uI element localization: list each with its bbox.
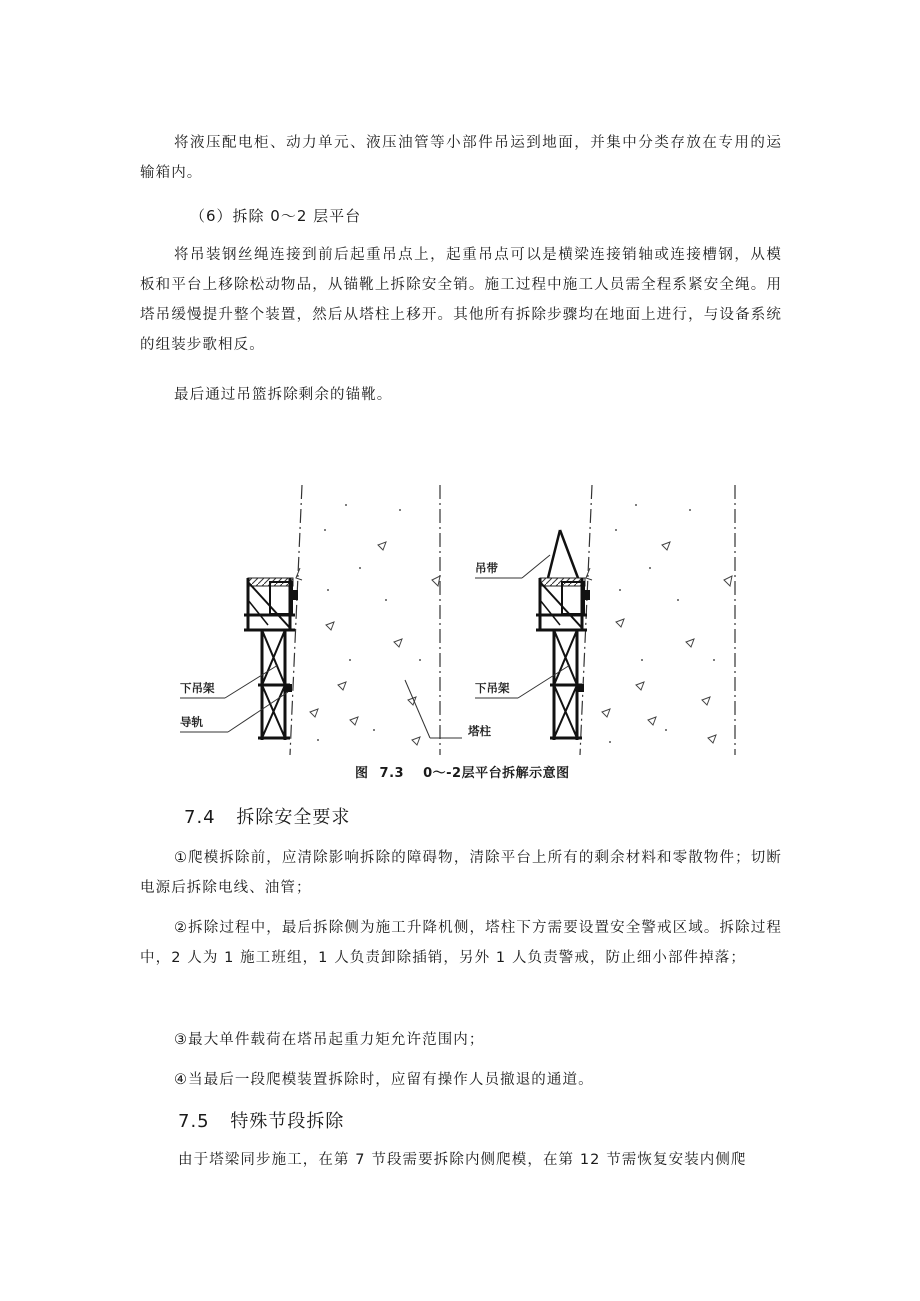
label-tower-column: 塔柱 xyxy=(468,724,491,738)
step-6-heading: （6）拆除 0～2 层平台 xyxy=(190,207,362,225)
special-segment-paragraph: 由于塔梁同步施工，在第 7 节段需要拆除内侧爬模，在第 12 节需恢复安装内侧爬 xyxy=(178,1152,747,1168)
safety-item-1: ①爬模拆除前，应清除影响拆除的障碍物，清除平台上所有的剩余材料和零散物件；切断电源后拆除电线、油管； xyxy=(140,850,782,896)
paragraph-storage: 将液压配电柜、动力单元、液压油管等小部件吊运到地面，并集中分类存放在专用的运输箱内。 xyxy=(140,135,782,181)
section-7-4-number: 7.4 xyxy=(184,807,216,828)
section-7-4-heading xyxy=(184,803,350,829)
caption-number: 7.3 xyxy=(379,766,405,781)
label-lower-hanger-right: 下吊架 xyxy=(475,681,510,695)
caption-prefix: 图 xyxy=(355,766,369,781)
paragraph-final-step: 最后通过吊篮拆除剩余的锚靴。 xyxy=(174,387,393,403)
safety-item-3: ③最大单件载荷在塔吊起重力矩允许范围内； xyxy=(174,1032,485,1048)
section-7-4-title: 拆除安全要求 xyxy=(236,807,351,828)
safety-item-4: ④当最后一段爬模装置拆除时，应留有操作人员撤退的通道。 xyxy=(174,1072,594,1088)
label-lower-hanger-left: 下吊架 xyxy=(180,681,215,695)
section-7-5-title: 特殊节段拆除 xyxy=(230,1111,345,1132)
section-7-5-number: 7.5 xyxy=(178,1111,210,1132)
right-concrete-wall xyxy=(580,485,735,755)
section-7-5-heading xyxy=(178,1107,344,1133)
left-concrete-wall xyxy=(290,485,440,755)
label-guide-rail: 导轨 xyxy=(180,715,203,729)
figure-caption xyxy=(355,762,570,781)
safety-item-2: ②拆除过程中，最后拆除侧为施工升降机侧，塔柱下方需要设置安全警戒区域。拆除过程中，2 人为 1 施工班组，1 人负责卸除插销，另外 1 人负责警戒，防止细小部件掉落； xyxy=(140,920,782,966)
left-labels xyxy=(180,665,288,732)
label-sling: 吊带 xyxy=(475,561,498,575)
paragraph-procedure: 将吊装钢丝绳连接到前后起重吊点上，起重吊点可以是横梁连接销轴或连接槽钢，从模板和平台上移除松动物品，从锚靴上拆除安全销。施工过程中施工人员需全程系紧安全绳。用塔吊缓慢提升整个装置，然后从塔柱上移开。其他所有拆除步骤均在地面上进行，与设备系统的组装步歌相反。 xyxy=(140,247,782,353)
platform-dismantling-diagram xyxy=(150,470,770,780)
caption-text: 0～-2层平台拆解示意图 xyxy=(423,766,570,781)
